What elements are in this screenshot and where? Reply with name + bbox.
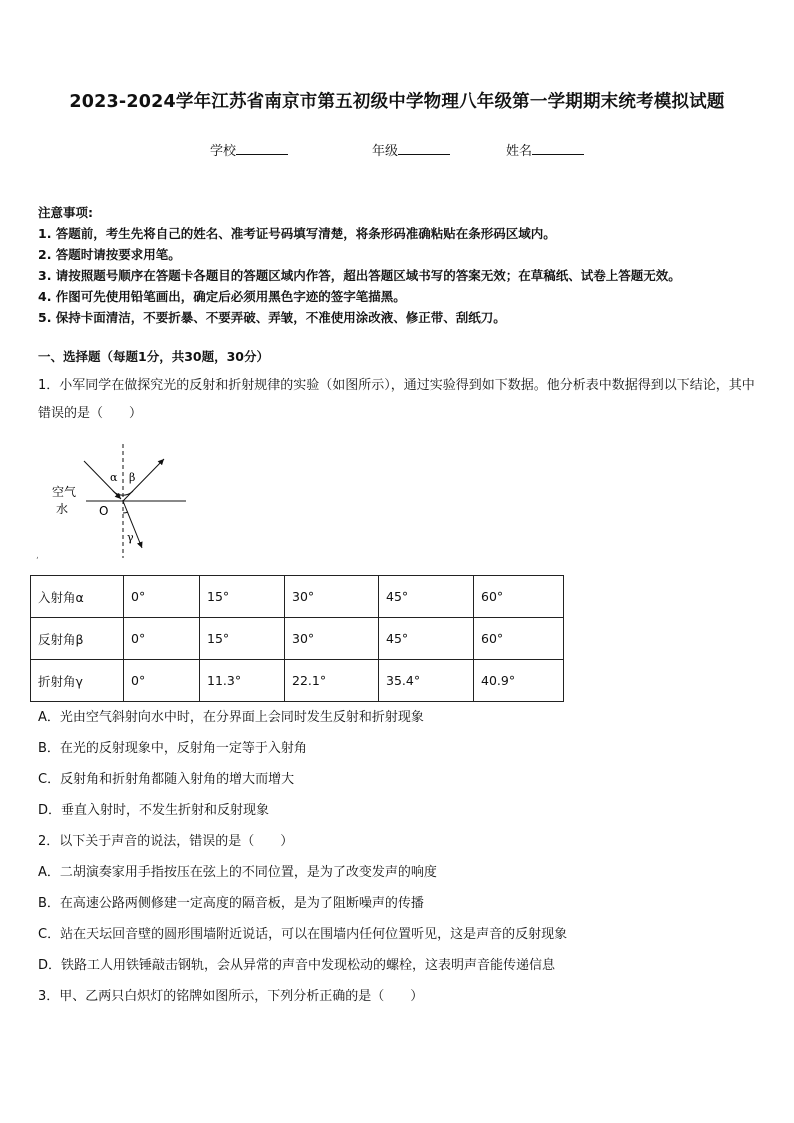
table-cell: 0° (124, 576, 200, 618)
table-row (31, 618, 564, 660)
notice-item: 2. 答题时请按要求用笔。 (38, 247, 181, 262)
table-cell: 30° (285, 618, 379, 660)
table-cell: 40.9° (474, 660, 564, 702)
notice-item: 5. 保持卡面清洁，不要折暴、不要弄破、弄皱，不准使用涂改液、修正带、刮纸刀。 (38, 310, 506, 325)
air-label: 空气 (52, 485, 77, 499)
question-3-stem: 3．甲、乙两只白炽灯的铭牌如图所示，下列分析正确的是（ ） (38, 989, 424, 1004)
table-cell: 35.4° (379, 660, 474, 702)
school-field[interactable] (210, 140, 288, 159)
name-field[interactable] (506, 140, 584, 159)
angle-arc-bottom (123, 512, 128, 513)
school-blank[interactable] (236, 143, 288, 155)
table-cell: 0° (124, 660, 200, 702)
option-a[interactable]: A．光由空气斜射向水中时，在分界面上会同时发生反射和折射现象 (38, 710, 424, 725)
table-row (31, 660, 564, 702)
name-blank[interactable] (532, 143, 584, 155)
gamma-label: γ (127, 531, 134, 544)
table-cell: 15° (200, 618, 285, 660)
option-c[interactable]: C．站在天坛回音壁的圆形围墙附近说话，可以在围墙内任何位置听见，这是声音的反射现象 (38, 927, 568, 942)
notice-heading: 注意事项: (38, 205, 93, 220)
beta-label: β (129, 471, 136, 484)
school-label: 学校 (210, 144, 237, 159)
table-row (31, 576, 564, 618)
table-cell: 0° (124, 618, 200, 660)
grade-label: 年级 (372, 144, 399, 159)
option-d[interactable]: D．垂直入射时，不发生折射和反射现象 (38, 803, 270, 818)
table-cell: 60° (474, 618, 564, 660)
name-label: 姓名 (506, 144, 533, 159)
grade-field[interactable] (372, 140, 450, 159)
water-label: 水 (56, 502, 69, 516)
notice-item: 3. 请按照题号顺序在答题卡各题目的答题区域内作答，超出答题区域书写的答案无效；在草稿纸、试卷上答题无效。 (38, 268, 681, 283)
table-row-header: 入射角α (31, 576, 124, 618)
option-c[interactable]: C．反射角和折射角都随入射角的增大而增大 (38, 772, 295, 787)
question-2-stem: 2．以下关于声音的说法，错误的是（ ） (38, 834, 294, 849)
table-cell: 60° (474, 576, 564, 618)
origin-label: O (99, 504, 109, 518)
page-title: 2023-2024学年江苏省南京市第五初级中学物理八年级第一学期期末统考模拟试题 (69, 92, 725, 112)
table-cell: 22.1° (285, 660, 379, 702)
refraction-diagram (36, 440, 206, 560)
option-b[interactable]: B．在高速公路两侧修建一定高度的隔音板，是为了阻断噪声的传播 (38, 896, 424, 911)
table-cell: 30° (285, 576, 379, 618)
option-b[interactable]: B．在光的反射现象中，反射角一定等于入射角 (38, 741, 307, 756)
table-row-header: 折射角γ (31, 660, 124, 702)
notice-item: 4. 作图可先使用铅笔画出，确定后必须用黑色字迹的签字笔描黑。 (38, 289, 406, 304)
table-cell: 45° (379, 618, 474, 660)
angle-data-table (30, 575, 564, 702)
section-heading: 一、选择题（每题1分，共30题，30分） (38, 349, 269, 364)
table-cell: 45° (379, 576, 474, 618)
table-row-header: 反射角β (31, 618, 124, 660)
grade-blank[interactable] (398, 143, 450, 155)
option-d[interactable]: D．铁路工人用铁锤敲击钢轨，会从异常的声音中发现松动的螺栓，这表明声音能传递信息 (38, 958, 556, 973)
svg-text:,: , (36, 551, 39, 560)
option-a[interactable]: A．二胡演奏家用手指按压在弦上的不同位置，是为了改变发声的响度 (38, 865, 437, 880)
question-1-stem: 1．小军同学在做探究光的反射和折射规律的实验（如图所示），通过实验得到如下数据。他分析表中数据得到以下结论，其中错误的是（ ） (38, 378, 755, 421)
alpha-label: α (110, 471, 118, 484)
notice-block (38, 202, 681, 328)
table-cell: 15° (200, 576, 285, 618)
question-1-options (38, 702, 567, 1012)
table-cell: 11.3° (200, 660, 285, 702)
notice-item: 1. 答题前，考生先将自己的姓名、准考证号码填写清楚，将条形码准确粘贴在条形码区域内。 (38, 226, 556, 241)
